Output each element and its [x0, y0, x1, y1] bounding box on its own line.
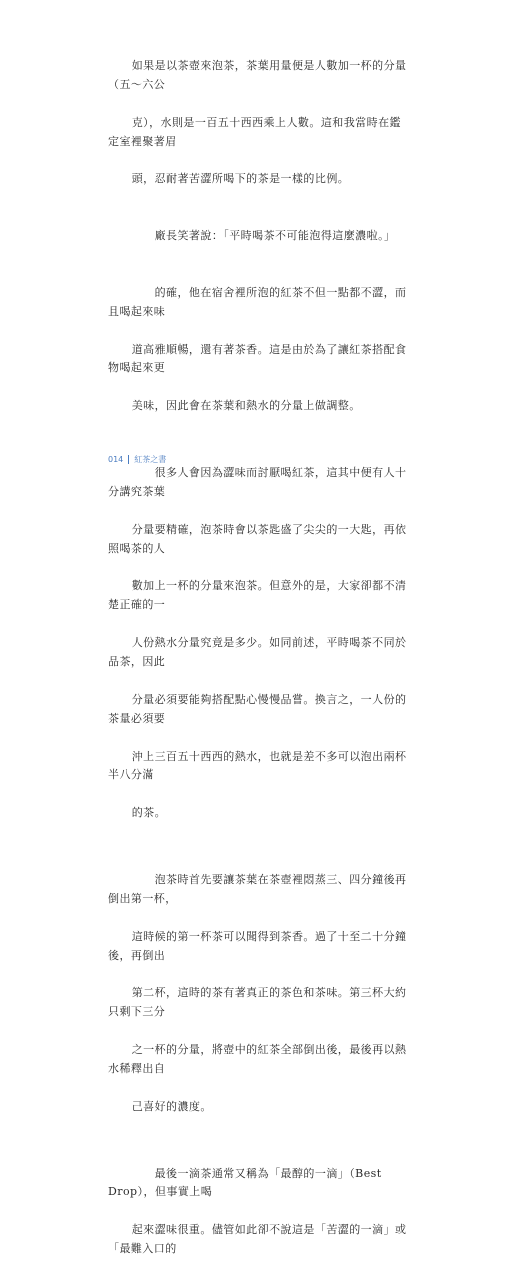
text-line: 泡茶時首先要讓茶葉在茶壺裡悶蒸三、四分鐘後再倒出第一杯，	[108, 872, 407, 905]
text-line: 克），水則是一百五十西西乘上人數。這和我當時在鑑定室裡聚著眉	[108, 115, 401, 148]
text-line: 美味，因此會在茶葉和熱水的分量上做調整。	[131, 399, 361, 413]
body-text	[108, 38, 408, 1278]
text-line: 這時候的第一杯茶可以聞得到茶香。過了十至二十分鐘後，再倒出	[108, 929, 407, 962]
text-line: 如果是以茶壺來泡茶，茶葉用量便是人數加一杯的分量（五～六公	[108, 58, 407, 91]
text-line: 很多人會因為澀味而討厭喝紅茶，這其中便有人十分講究茶葉	[108, 465, 407, 498]
text-line: 第二杯，這時的茶有著真正的茶色和茶味。第三杯大約只剩下三分	[108, 986, 407, 1019]
text-line: 起來澀味很重。儘管如此卻不說這是「苦澀的一滴」或「最難入口的	[108, 1223, 407, 1256]
paragraph-2	[108, 208, 408, 265]
text-line: 最後一滴茶通常又稱為「最醇的一滴」（Best Drop），但事實上喝	[108, 1166, 386, 1199]
text-line: 人份熱水分量究竟是多少。如同前述，平時喝茶不同於品茶，因此	[108, 636, 407, 668]
text-line: 沖上三百五十西西的熱水，也就是差不多可以泡出兩杯半八分滿	[108, 749, 407, 782]
text-line: 己喜好的濃度。	[131, 1099, 212, 1113]
text-line: 之一杯的分量，將壺中的紅茶全部倒出後，最後再以熱水稀釋出自	[108, 1043, 407, 1076]
text-line: 廠長笑著說：「平時喝茶不可能泡得這麼濃啦。」	[131, 229, 396, 243]
page-number: 014	[108, 455, 124, 464]
paragraph-1	[108, 38, 408, 208]
page-footer	[108, 454, 166, 465]
text-line: 的茶。	[131, 806, 167, 820]
text-line: 分量必須要能夠搭配點心慢慢品嘗。換言之，一人份的茶量必須要	[108, 692, 407, 725]
text-line: 頭，忍耐著苦澀所喝下的茶是一樣的比例。	[131, 172, 350, 186]
text-line: 數加上一杯的分量來泡茶。但意外的是，大家卻都不清楚正確的一	[108, 579, 407, 612]
text-line: 道高雅順暢，還有著茶香。這是由於為了讓紅茶搭配食物喝起來更	[108, 342, 407, 375]
paragraph-6	[108, 1146, 408, 1278]
footer-divider	[128, 455, 129, 464]
text-line: 的確，他在宿舍裡所泡的紅茶不但一點都不澀，而且喝起來味	[108, 285, 407, 318]
text-line: 分量要精確，泡茶時會以茶匙盛了尖尖的一大匙，再依照喝茶的人	[108, 522, 407, 555]
paragraph-5	[108, 852, 408, 1136]
paragraph-3	[108, 265, 408, 435]
running-title: 紅茶之書	[134, 455, 167, 464]
paragraph-4	[108, 445, 408, 842]
